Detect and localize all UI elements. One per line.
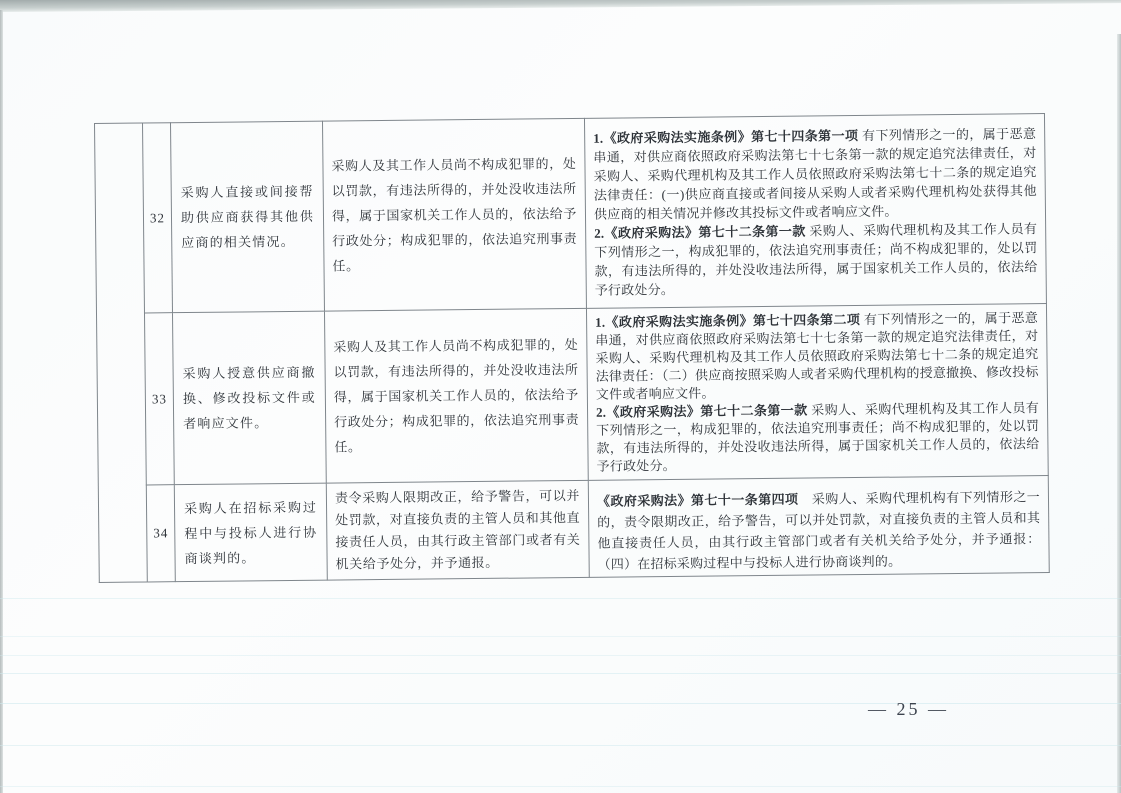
- scan-artifact-line: [0, 786, 1121, 787]
- scan-artifact-line: [0, 636, 1121, 637]
- law-citation: 2.《政府采购法》第七十二条第一款: [594, 223, 806, 241]
- table-row-32: [95, 114, 1047, 314]
- law-text: 采购人、采购代理机构及其工作人员有下列情形之一，构成犯罪的，依法追究刑事责任；尚不构成犯罪的，处以罚款，有违法所得的，并处没收违法所得，属于国家机关工作人员的，依法给予行政处分。: [596, 399, 1040, 474]
- row-number: 33: [144, 313, 174, 485]
- law-citation: 1.《政府采购法实施条例》第七十四条第一项: [593, 127, 859, 146]
- scanner-edge-right: [1117, 34, 1121, 793]
- legal-basis-paragraph: [595, 309, 1039, 404]
- law-citation: 《政府采购法》第七十一条第四项: [596, 491, 799, 509]
- law-text: 采购人、采购代理机构及其工作人员有下列情形之一，构成犯罪的，依法追究刑事责任；尚不构成犯罪的，处以罚款，有违法所得的，并处没收违法所得，属于国家机关工作人员的，依法给予行政处分。: [594, 221, 1038, 298]
- law-citation: 2.《政府采购法》第七十二条第一款: [595, 402, 808, 420]
- penalty-description: 采购人及其工作人员尚不构成犯罪的，处以罚款，有违法所得的，并处没收违法所得，属于国家机关工作人员的，依法给予行政处分；构成犯罪的，依法追究刑事责任。: [324, 308, 588, 483]
- legal-basis: [588, 476, 1049, 578]
- scan-artifact-line: [0, 655, 1121, 656]
- table-row-34: [98, 476, 1049, 583]
- legal-basis-paragraph: [594, 219, 1038, 300]
- table-sheet: [94, 113, 1049, 583]
- scan-artifact-line: [0, 673, 1121, 674]
- law-text: 采购人、采购代理机构有下列情形之一的，责令限期改正，给予警告，可以并处罚款，对直接负责的主管人员和其他直接责任人员，由其行政主管部门或者有关机关给予处分，并予通报：（四）在招标采购过程中与投标人进行协商谈判的。: [597, 488, 1041, 572]
- violation-situation: 采购人直接或间接帮助供应商获得其他供应商的相关情况。: [171, 121, 325, 313]
- law-text: 有下列情形之一的，属于恶意串通，对供应商依照政府采购法第七十七条第一款的规定追究法律责任，对采购人、采购代理机构及其工作人员依照政府采购法第七十二条的规定追究法律责任：（二）供应商按照采购人或者采购代理机构的授意撤换、修改投标文件或者响应文件。: [595, 309, 1039, 402]
- penalty-description: 采购人及其工作人员尚不构成犯罪的，处以罚款，有违法所得的，并处没收违法所得，属于国家机关工作人员的，依法给予行政处分；构成犯罪的，依法追究刑事责任。: [322, 118, 586, 311]
- penalty-description: 责令采购人限期改正，给予警告，可以并处罚款，对直接负责的主管人员和其他直接责任人员，由其行政主管部门或者有关机关给予处分，并予通报。: [326, 480, 589, 580]
- scan-artifact-line: [0, 598, 1121, 599]
- penalty-table: [94, 113, 1050, 583]
- scan-artifact-line: [0, 745, 1121, 746]
- page-number: — 25 —: [868, 699, 949, 719]
- legal-basis-paragraph: [593, 124, 1037, 224]
- law-citation: 1.《政府采购法实施条例》第七十四条第二项: [595, 311, 861, 330]
- violation-situation: 采购人在招标采购过程中与投标人进行协商谈判的。: [174, 483, 327, 582]
- scanner-edge-top: [0, 0, 1121, 12]
- legal-basis-paragraph: [596, 399, 1040, 476]
- scanner-edge-left: [0, 10, 3, 793]
- law-text: 有下列情形之一的，属于恶意串通，对供应商依照政府采购法第七十七条第一款的规定追究法律责任，对采购人、采购代理机构及其工作人员依照政府采购法第七十二条的规定追究法律责任：(一)供应商直接或者间接从采购人或者采购代理机构处获得其他供应商的相关情况并修改其投标文件或者响应文件。: [593, 126, 1037, 222]
- row-number: 32: [143, 123, 173, 313]
- legal-basis: [586, 304, 1048, 481]
- legal-basis: [584, 114, 1046, 309]
- margin-cell: [95, 123, 148, 582]
- legal-basis-paragraph: [597, 486, 1041, 575]
- violation-situation: 采购人授意供应商撤换、修改投标文件或者响应文件。: [172, 311, 326, 485]
- row-number: 34: [146, 485, 175, 582]
- table-row-33: [96, 304, 1048, 486]
